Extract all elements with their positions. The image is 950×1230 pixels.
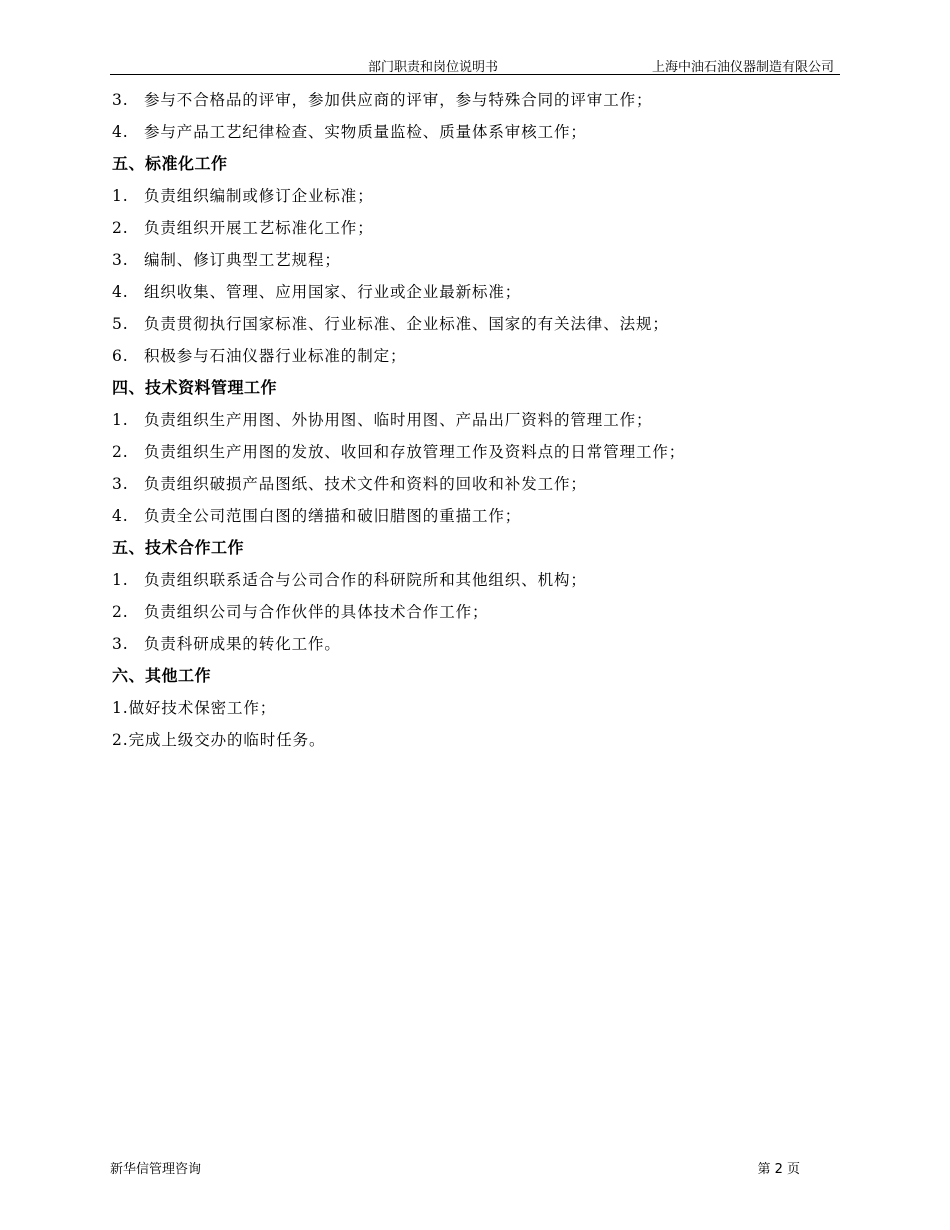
list-item-number: 1. — [112, 411, 129, 429]
list-item-text: 编制、修订典型工艺规程； — [144, 251, 341, 269]
page-number: 第 2 页 — [757, 1162, 800, 1177]
list-item — [112, 344, 832, 376]
list-item-text: 负责组织破损产品图纸、技术文件和资料的回收和补发工作； — [144, 475, 587, 493]
list-item-number: 4. — [112, 283, 129, 301]
list-item — [112, 728, 832, 760]
list-item-number: 3. — [112, 251, 129, 269]
list-item-number: 3. — [112, 635, 129, 653]
section-heading: 五、标准化工作 — [112, 154, 228, 173]
list-item-number: 1. — [112, 187, 129, 205]
list-item — [112, 472, 832, 504]
list-item — [112, 216, 832, 248]
list-item-number: 1. — [112, 571, 129, 589]
list-item-number: 2. — [112, 443, 129, 461]
list-item-number: 2. — [112, 731, 129, 749]
list-item-text: 负责全公司范围白图的缮描和破旧腊图的重描工作； — [144, 507, 522, 525]
list-item-text: 负责组织编制或修订企业标准； — [144, 187, 374, 205]
section-heading: 四、技术资料管理工作 — [112, 378, 278, 397]
list-item-text: 组织收集、管理、应用国家、行业或企业最新标准； — [144, 283, 522, 301]
header-title: 部门职责和岗位说明书 — [368, 60, 499, 75]
list-item-text: 参与产品工艺纪律检查、实物质量监检、质量体系审核工作； — [144, 123, 587, 141]
list-item-number: 4. — [112, 507, 129, 525]
document-body — [112, 88, 832, 760]
list-item-number: 3. — [112, 475, 129, 493]
list-item-text: 负责科研成果的转化工作。 — [144, 635, 341, 653]
list-item — [112, 280, 832, 312]
list-item-number: 4. — [112, 123, 129, 141]
list-item — [112, 440, 832, 472]
list-item — [112, 568, 832, 600]
list-item-number: 1. — [112, 699, 129, 717]
list-item-text: 负责组织开展工艺标准化工作； — [144, 219, 374, 237]
page-header — [110, 54, 840, 75]
list-item-number: 3. — [112, 91, 129, 109]
list-item-text: 负责组织生产用图、外协用图、临时用图、产品出厂资料的管理工作； — [144, 411, 653, 429]
header-company: 上海中油石油仪器制造有限公司 — [651, 60, 834, 75]
list-item — [112, 120, 832, 152]
list-item — [112, 312, 832, 344]
list-item-number: 2. — [112, 603, 129, 621]
list-item — [112, 504, 832, 536]
list-item-text: 做好技术保密工作； — [128, 699, 277, 717]
section-heading: 六、其他工作 — [112, 666, 212, 685]
list-item-text: 参与不合格品的评审，参加供应商的评审，参与特殊合同的评审工作； — [144, 91, 653, 109]
list-item-text: 负责组织生产用图的发放、收回和存放管理工作及资料点的日常管理工作； — [144, 443, 686, 461]
list-item-text: 完成上级交办的临时任务。 — [128, 731, 326, 749]
section-heading: 五、技术合作工作 — [112, 538, 245, 557]
list-item-text: 积极参与石油仪器行业标准的制定； — [144, 347, 407, 365]
list-item — [112, 184, 832, 216]
list-item — [112, 408, 832, 440]
list-item-text: 负责组织联系适合与公司合作的科研院所和其他组织、机构； — [144, 571, 587, 589]
list-item-number: 2. — [112, 219, 129, 237]
list-item — [112, 88, 832, 120]
list-item — [112, 248, 832, 280]
list-item — [112, 632, 832, 664]
footer-consultancy: 新华信管理咨询 — [110, 1162, 202, 1177]
list-item-number: 6. — [112, 347, 129, 365]
list-item-number: 5. — [112, 315, 129, 333]
list-item-text: 负责组织公司与合作伙伴的具体技术合作工作； — [144, 603, 489, 621]
list-item-text: 负责贯彻执行国家标准、行业标准、企业标准、国家的有关法律、法规； — [144, 315, 669, 333]
list-item — [112, 600, 832, 632]
list-item — [112, 696, 832, 728]
